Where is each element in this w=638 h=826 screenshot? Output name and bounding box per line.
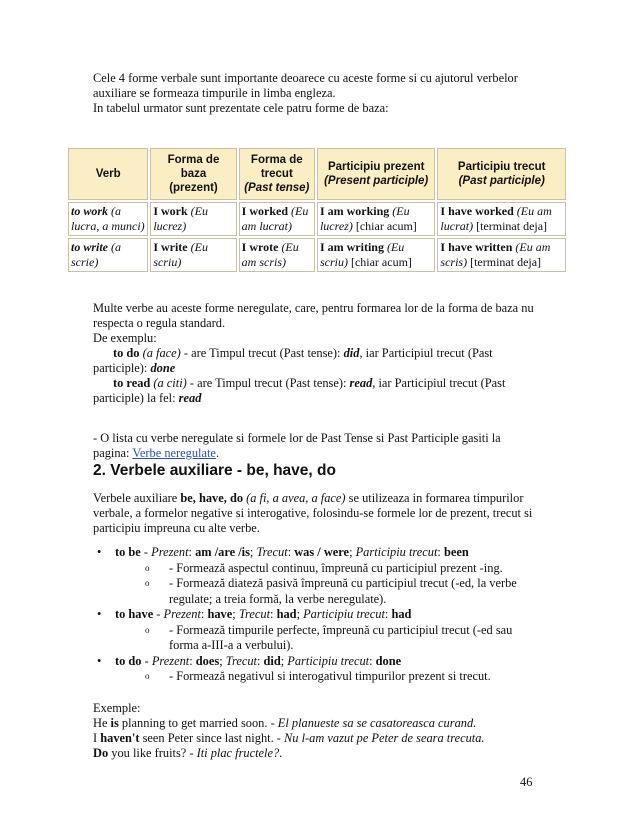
circle-bullet-icon: o — [145, 671, 150, 681]
example-line: He is planning to get married soon. - El planueste sa se casatoreasca curand. — [93, 716, 477, 730]
bullet-icon: • — [97, 545, 102, 559]
cell-present-participle: I am writing (Eu scriu) [chiar acum] — [317, 238, 435, 272]
irregular-verbs-paragraph — [93, 301, 553, 406]
sub-list — [115, 669, 563, 685]
paragraph-line: verbale, a formelor negative si interogative, folosindu-se formele lor de prezent, trecut si — [93, 506, 533, 520]
paragraph-line: Multe verbe au aceste forme neregulate, care, pentru formarea lor de la forma de baza nu — [93, 301, 534, 315]
sub-list-item: o - Formează timpurile perfecte, împreună cu participiul trecut (-ed sau forma a-III-a a verbului). — [145, 622, 513, 652]
example-to-read-cont: participle) la fel: read — [93, 391, 202, 405]
cell-past-participle: I have written (Eu am scris) [terminat deja] — [437, 238, 566, 272]
examples-title: Exemple: — [93, 701, 141, 715]
example-line: Do you like fruits? - Iti plac fructele?. — [93, 746, 283, 760]
bullet-icon: • — [97, 653, 102, 668]
bullet-icon: • — [97, 607, 102, 621]
examples-block — [93, 701, 563, 761]
intro-paragraph — [93, 71, 573, 116]
cell-past-participle: I have worked (Eu am lucrat) [terminat deja] — [437, 202, 566, 236]
header-verb: Verb — [68, 148, 148, 200]
irregular-verbs-link[interactable]: Verbe neregulate — [132, 446, 216, 460]
header-present-participle: Participiu prezent (Present participle) — [317, 148, 435, 200]
paragraph-line: Verbele auxiliare be, have, do (a fi, a avea, a face) se utilizeaza in formarea timpurilor — [93, 491, 524, 505]
list-item-to-have: • to have - Prezent: have; Trecut: had; Participiu trecut: had o - Formează timpurile perfecte, împreună cu participiul trecut (-ed sau forma a-III-a a verbului). — [93, 607, 563, 654]
sub-list-item: o - Formează negativul si interogativul timpurilor prezent si trecut. — [145, 669, 491, 683]
list-item-to-be: • to be - Prezent: am /are /is; Trecut: was / were; Participiu trecut: been o - Formează aspectul continuu, împreună cu participiul prezent -ing. o - Formează diateză pasivă împreună cu participiul trecut (-ed, la verbe regulate; a treia formă, la verbe neregulate). — [93, 545, 563, 607]
verb-forms-table — [66, 146, 568, 274]
circle-bullet-icon: o — [145, 578, 150, 588]
circle-bullet-icon: o — [145, 562, 150, 573]
page-number: 46 — [520, 775, 533, 789]
irregular-list-note — [93, 431, 573, 461]
list-item-to-do: • to do - Prezent: does; Trecut: did; Participiu trecut: done o - Formează negativul si interogativul timpurilor prezent si trecut. — [93, 654, 563, 685]
table-row — [68, 202, 566, 236]
intro-line: In tabelul urmator sunt prezentate cele patru forme de baza: — [93, 101, 389, 115]
sub-list-item: o - Formează diateză pasivă împreună cu participiul trecut (-ed, la verbe regulate; a treia formă, la verbe neregulate). — [145, 576, 517, 606]
intro-line: Cele 4 forme verbale sunt importante deoarece cu aceste forme si cu ajutorul verbelor — [93, 71, 518, 85]
note-line: - O lista cu verbe neregulate si formele lor de Past Tense si Past Participle gasiti la — [93, 431, 501, 445]
paragraph-line: participiu impreuna cu alte verbe. — [93, 521, 260, 535]
auxiliary-intro-paragraph — [93, 491, 553, 536]
section-heading: 2. Verbele auxiliare - be, have, do — [93, 462, 336, 479]
sub-list — [115, 561, 563, 608]
table-row — [68, 238, 566, 272]
cell-base: I write (Eu scriu) — [150, 238, 236, 272]
cell-present-participle: I am working (Eu lucrez) [chiar acum] — [317, 202, 435, 236]
cell-verb: to write (a scrie) — [68, 238, 148, 272]
header-base-form: Forma de baza (prezent) — [150, 148, 236, 200]
paragraph-line: respecta o regula standard. — [93, 316, 226, 330]
cell-past: I worked (Eu am lucrat) — [239, 202, 315, 236]
cell-base: I work (Eu lucrez) — [150, 202, 236, 236]
sub-list — [115, 623, 563, 654]
auxiliary-verbs-list — [93, 545, 563, 685]
example-to-do-cont: participle): done — [93, 361, 176, 375]
circle-bullet-icon: o — [145, 624, 150, 635]
example-line: I haven't seen Peter since last night. - Nu l-am vazut pe Peter de seara trecuta. — [93, 731, 485, 745]
cell-past: I wrote (Eu am scris) — [239, 238, 315, 272]
sub-list-item: o - Formează aspectul continuu, împreună cu participiul prezent -ing. — [145, 560, 503, 575]
table-header-row — [68, 148, 566, 200]
header-past-tense: Forma de trecut (Past tense) — [239, 148, 315, 200]
intro-line: auxiliare se formeaza timpurile in limba engleza. — [93, 86, 336, 100]
note-line: pagina: Verbe neregulate. — [93, 446, 220, 460]
cell-verb: to work (a lucra, a munci) — [68, 202, 148, 236]
paragraph-line: De exemplu: — [93, 331, 157, 345]
header-past-participle: Participiu trecut (Past participle) — [437, 148, 566, 200]
example-to-do: to do (a face) - are Timpul trecut (Past tense): did, iar Participiul trecut (Past — [113, 346, 493, 360]
example-to-read: to read (a citi) - are Timpul trecut (Past tense): read, iar Participiul trecut (Past — [113, 376, 506, 390]
